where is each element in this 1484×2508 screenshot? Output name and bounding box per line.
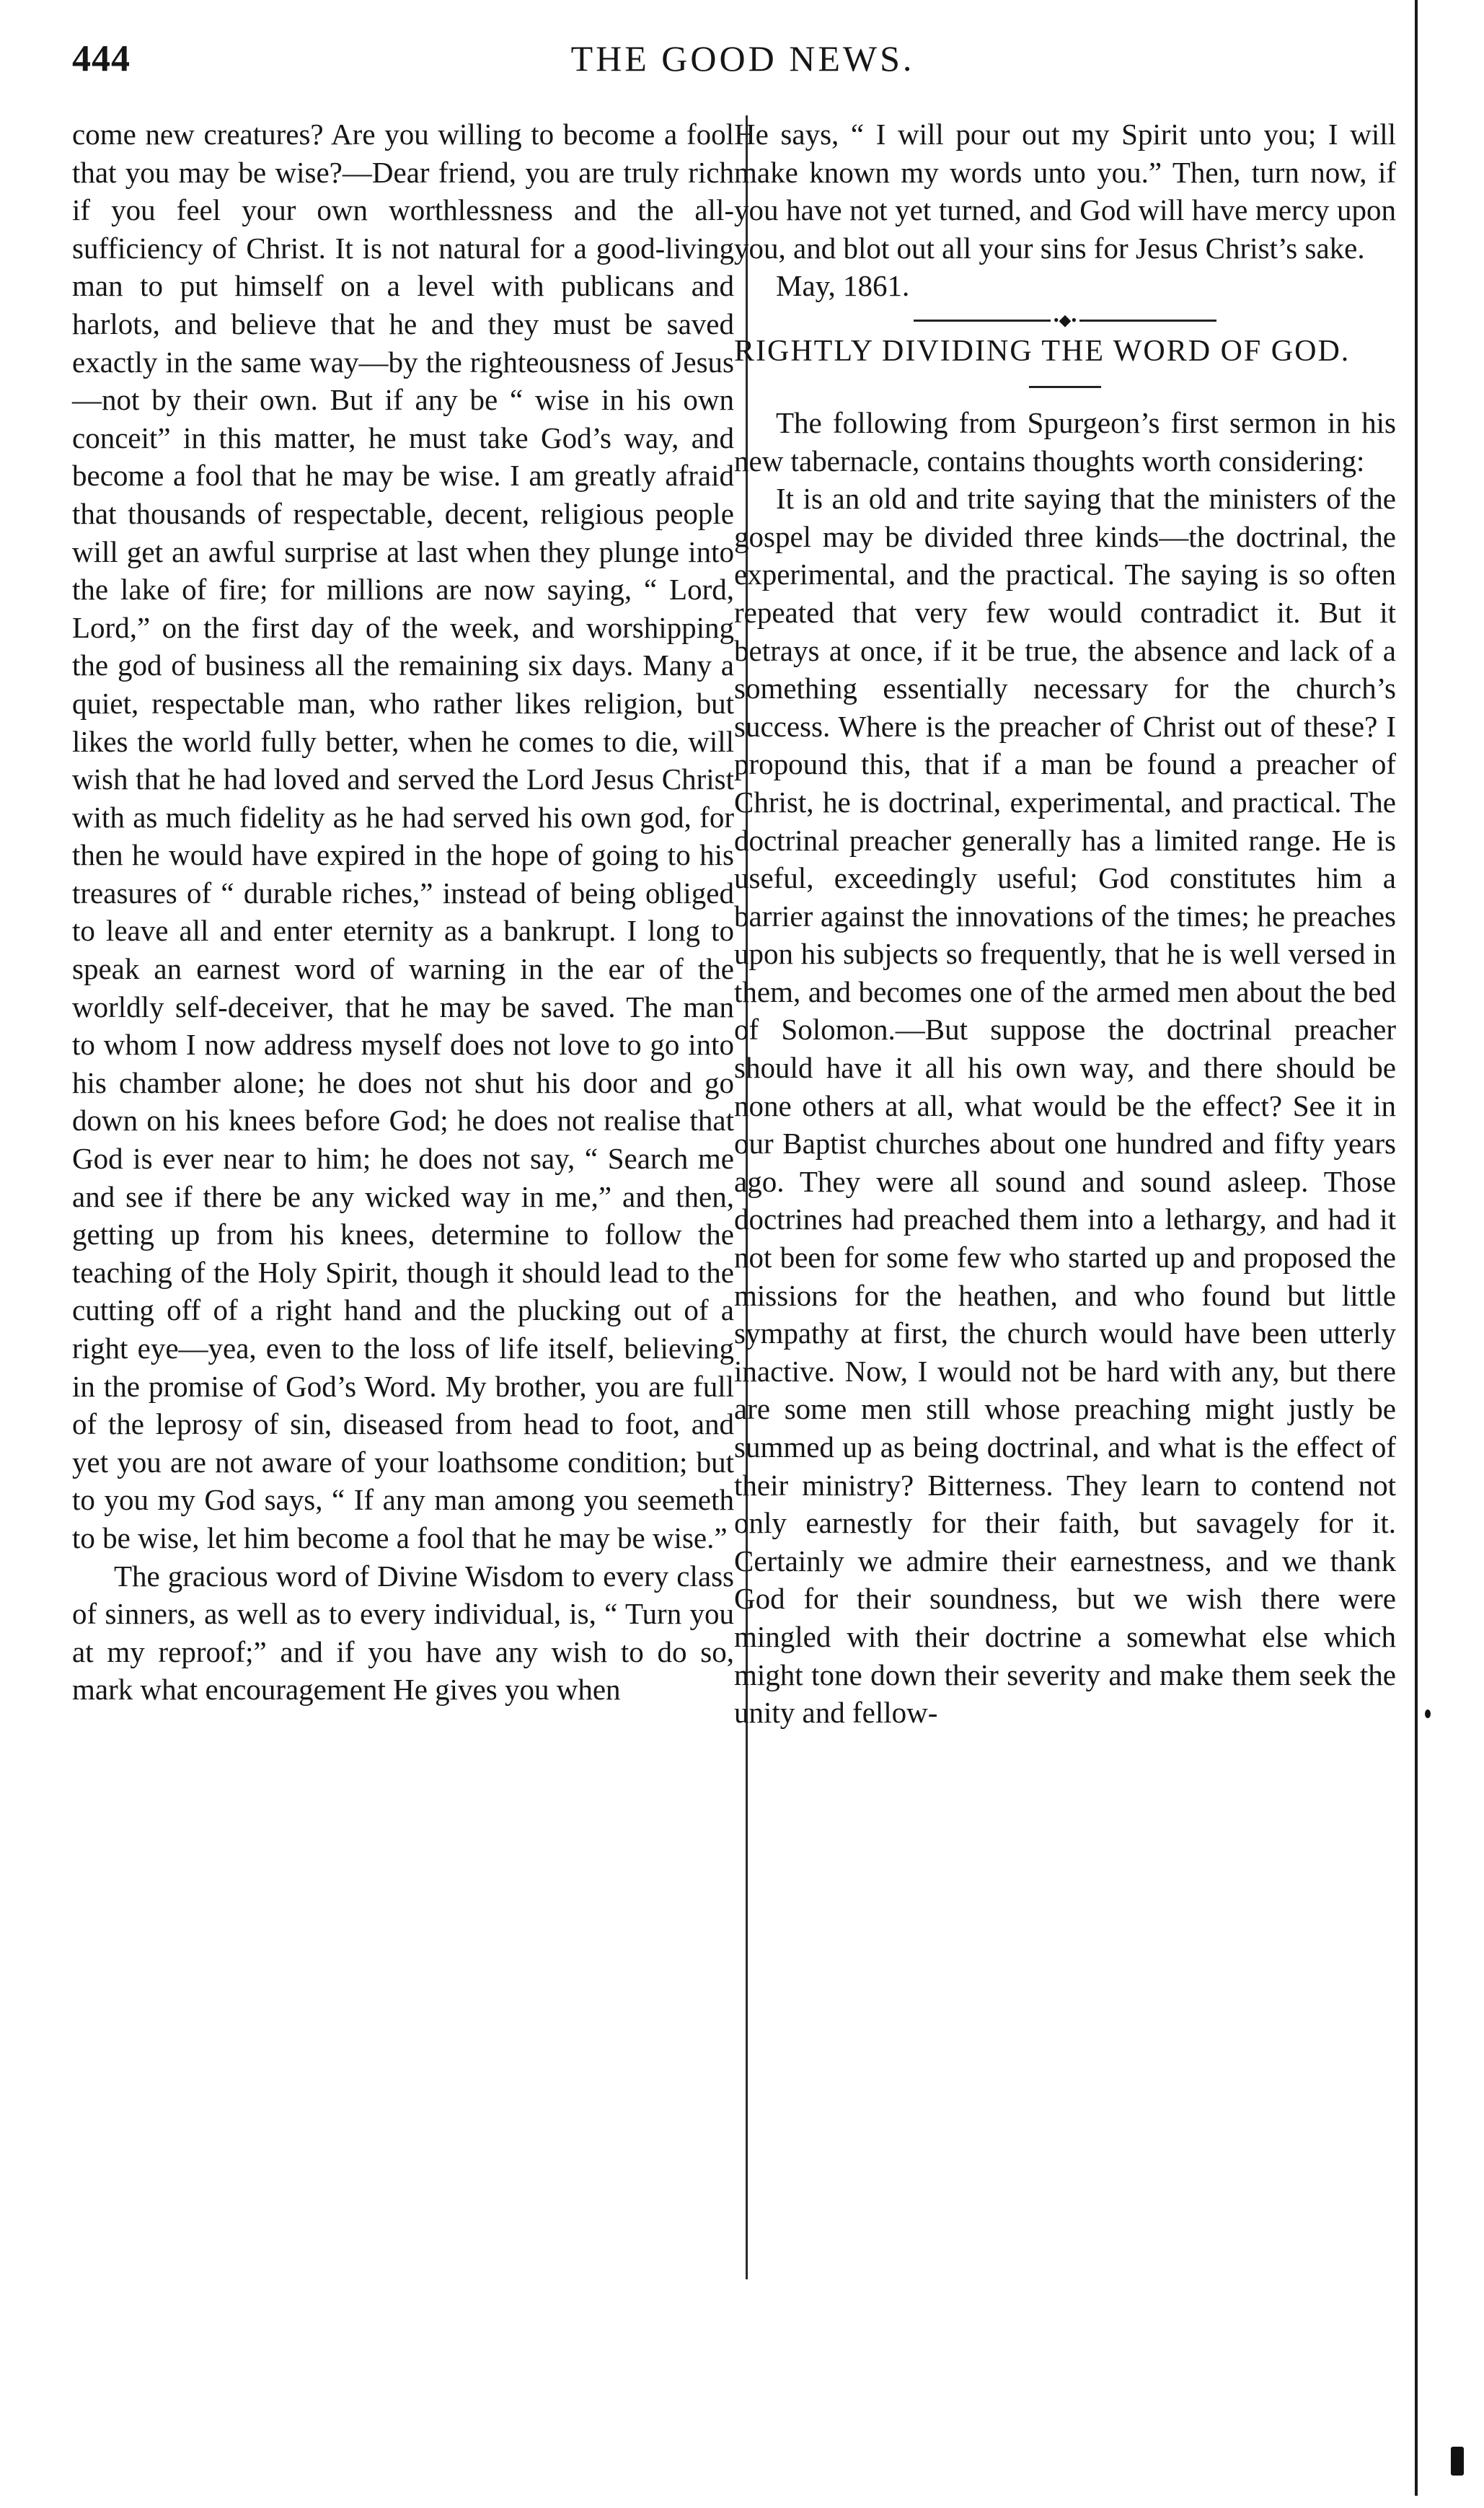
section-title: RIGHTLY DIVIDING THE WORD OF GOD.	[734, 334, 1351, 368]
article-date: May, 1861.	[776, 269, 910, 303]
left-paragraph-1: come new creatures? Are you willing to become a fool that you may be wise?—Dear friend, you are truly rich if you feel your own worthlessness and the all-sufficiency of Christ. It is not natural for a good-living man to put himself on a level with publicans and harlots, and believe that he and they must be saved exactly in the same way—by the righteousness of Jesus—not by their own. But if any be “ wise in his own conceit” in this matter, he must take God’s way, and become a fool that he may be wise. I am greatly afraid that thousands of respectable, decent, religious people will get an awful surprise at last when they plunge into the lake of fire; for millions are now saying, “ Lord, Lord,” on the first day of the week, and worshipping the god of business all the remaining six days. Many a quiet, respectable man, who rather likes religion, but likes the world fully better, when he comes to die, will wish that he had loved and served the Lord Jesus Christ with as much fidelity as he had served his own god, for then he would have expired in the hope of going to his treasures of “ durable riches,” instead of being obliged to leave all and enter eternity as a bankrupt. I long to speak an earnest word of warning in the ear of the worldly self-deceiver, that he may be saved. The man to whom I now address myself does not love to go into his chamber alone; he does not shut his door and go down on his knees before God; he does not realise that God is ever near to him; he does not say, “ Search me and see if there be any wicked way in me,” and then, getting up from his knees, determine to follow the teaching of the Holy Spirit, though it should lead to the cutting off of a right hand and the plucking out of a right eye—yea, even to the loss of life itself, believing in the promise of God’s Word. My brother, you are full of the leprosy of sin, diseased from head to foot, and yet you are not aware of your loathsome condition; but to you my God says, “ If any man among you seemeth to be wise, let him become a fool that he may be wise.”	[72, 118, 734, 1554]
body-paragraph: It is an old and trite saying that the ministers of the gospel may be divided three kinds—the doctrinal, the experimental, and the practical. The saying is so often repeated that very few would contradict it. But it betrays at once, if it be true, the absence and lack of a something essentially necessary for the church’s success. Where is the preacher of Christ out of these? I propound this, that if a man be found a preacher of Christ, he is doctrinal, experimental, and practical. The doctrinal preacher generally has a limited range. He is useful, exceedingly useful; God constitutes him a barrier against the innovations of the times; he preaches upon his subjects so frequently, that he is well versed in them, and becomes one of the armed men about the bed of Solomon.—But suppose the doctrinal preacher should have it all his own way, and there should be none others at all, what would be the effect? See it in our Baptist churches about one hundred and fifty years ago. They were all sound and sound asleep. Those doctrines had preached them into a lethargy, and had it not been for some few who started up and proposed the missions for the heathen, and who found but little sympathy at first, the church would have been utterly inactive. Now, I would not be hard with any, but there are some men still whose preaching might justly be summed up as being doctrinal, and what is the effect of their ministry? Bitterness. They learn to contend not only earnestly for their faith, but savagely for it. Certainly we admire their earnestness, and we thank God for their soundness, but we wish there were mingled with their doctrine a somewhat else which might tone down their severity and make them seek the unity and fellow-	[734, 482, 1396, 1730]
print-speck	[1425, 1710, 1431, 1718]
print-speck	[1451, 2447, 1464, 2476]
left-column	[72, 115, 734, 1709]
right-opening-paragraph: He says, “ I will pour out my Spirit unto you; I will make known my words unto you.” Then, turn now, if you have not yet turned, and God will have mercy upon you, and blot out all your sins for Jesus Christ’s sake.	[734, 118, 1396, 265]
left-paragraph-2: The gracious word of Divine Wisdom to every class of sinners, as well as to every individual, is, “ Turn you at my reproof;” and if you have any wish to do so, mark what encouragement He gives you when	[72, 1559, 734, 1707]
page-number: 444	[72, 38, 131, 79]
running-title: THE GOOD NEWS.	[570, 38, 915, 79]
page-edge-rule	[1415, 0, 1418, 2496]
title-underline-rule	[1029, 386, 1101, 388]
section-ornament-rule: •◆•	[914, 315, 1216, 325]
page-header	[72, 38, 1370, 95]
intro-paragraph: The following from Spurgeon’s first sermon in his new tabernacle, contains thoughts worth considering:	[734, 405, 1396, 478]
right-column	[734, 115, 1396, 1732]
